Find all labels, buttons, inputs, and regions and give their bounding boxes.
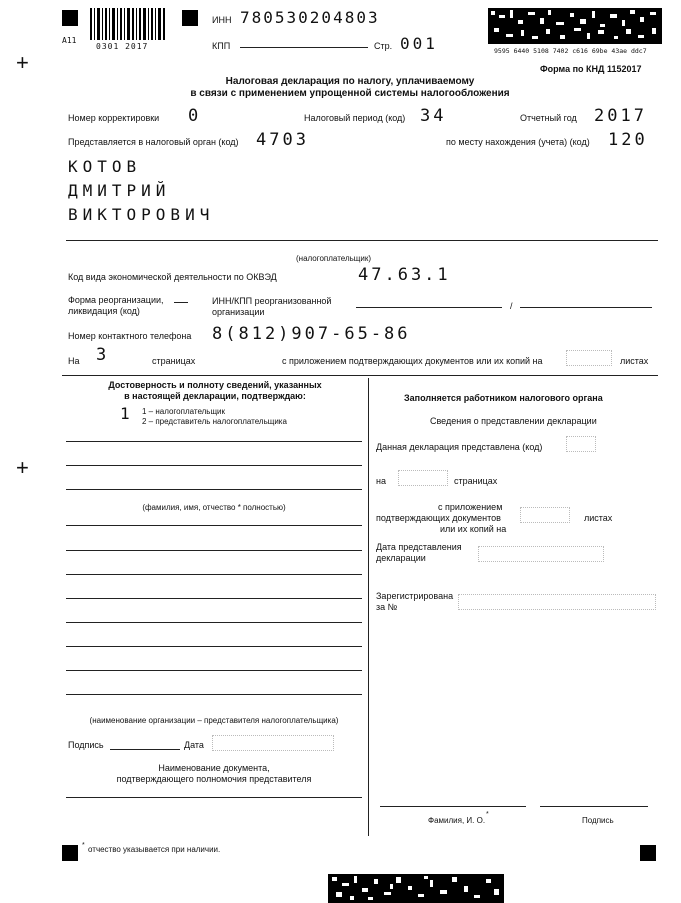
reorg-inn-label-1: ИНН/КПП реорганизованной [212,296,332,306]
period-value[interactable]: 34 [420,106,447,126]
office-pages-cells[interactable] [398,470,448,486]
barcode-left [90,8,166,40]
pages-label: страницах [152,356,196,366]
taxpayer-caption: (налогоплательщик) [296,254,372,263]
year-label: Отчетный год [520,113,577,123]
reorg-label-2: ликвидация (код) [68,306,140,316]
office-title: Заполняется работником налогового органа [404,393,603,403]
submit-date-label-2: декларации [376,553,426,563]
taxpayer-name-line-2[interactable]: ДМИТРИЙ [68,181,171,200]
corner-marker [182,10,198,26]
location-label: по месту нахождения (учета) (код) [446,137,590,147]
org-line-5 [66,622,362,623]
doc-label-1: Наименование документа, [158,763,270,773]
period-label: Налоговый период (код) [304,113,406,123]
title-line-1: Налоговая декларация по налогу, уплачиваемому [225,76,475,87]
reorg-code-line [174,302,188,303]
option-taxpayer: 1 – налогоплательщик [142,407,226,416]
org-line-2 [66,550,362,551]
taxpayer-name-line-1[interactable]: КОТОВ [68,157,142,176]
doc-line [66,797,362,798]
org-line-6 [66,646,362,647]
reorg-inn-label-2: организации [212,307,265,317]
office-sheets-cells[interactable] [520,507,570,523]
office-subtitle: Сведения о представлении декларации [430,416,597,426]
barcode-2d-bottom [328,874,504,903]
knd-form: Форма по КНД 1152017 [540,64,642,74]
reorg-inn-line [356,307,502,308]
presented-cells[interactable] [566,436,596,452]
page-label: Стр. [374,41,393,51]
org-line-4 [66,598,362,599]
office-attach-1: с приложением [438,502,503,512]
registration-cross: + [16,455,29,480]
authority-value[interactable]: 4703 [256,130,309,150]
okved-value[interactable]: 47.63.1 [358,265,451,285]
footer-note: отчество указывается при наличии. [88,845,221,854]
doc-label-2: подтверждающего полномочия представителя [116,774,312,784]
section-divider [62,375,658,376]
title-line-2: в связи с применением упрощенной системы налогообложения [190,88,510,99]
office-fio-star: * [486,811,489,818]
office-on-label: на [376,476,386,486]
registered-label-1: Зарегистрирована [376,591,454,601]
pages-on-label: На [68,356,80,366]
kpp-label: КПП [212,41,231,51]
page-number: 001 [400,34,438,53]
office-sign-line [540,806,648,807]
sign-line [110,749,180,750]
office-attach-3: или их копий на [440,524,507,534]
org-line-3 [66,574,362,575]
confirm-title-1: Достоверность и полноту сведений, указанных [108,380,322,390]
org-line-8 [66,694,362,695]
corner-marker [62,845,78,861]
inn-value[interactable]: 780530204803 [240,8,380,27]
inn-label: ИНН [212,15,232,25]
fio-caption: (фамилия, имя, отчество * полностью) [142,503,286,512]
sheets-label: листах [620,356,649,366]
submit-date-cells[interactable] [478,546,604,562]
office-fio-label: Фамилия, И. О. [428,816,486,825]
fio-line-1 [66,441,362,442]
page-code: A11 [62,36,77,45]
org-line-7 [66,670,362,671]
correction-label: Номер корректировки [68,113,160,123]
barcode-number: 9595 6440 5108 7402 c616 69be 43ae ddc7 [494,47,647,55]
location-value[interactable]: 120 [608,130,648,150]
authority-label: Представляется в налоговый орган (код) [68,137,239,147]
fio-line-2 [66,465,362,466]
phone-value[interactable]: 8(812)907-65-86 [212,324,411,344]
phone-label: Номер контактного телефона [68,331,192,341]
correction-value[interactable]: 0 [188,106,202,126]
office-pages-label: страницах [454,476,498,486]
office-fio-line [380,806,526,807]
year-value[interactable]: 2017 [594,106,647,126]
presented-label: Данная декларация представлена (код) [376,442,543,452]
footer-star: * [82,842,85,849]
reorg-slash: / [510,301,513,311]
taxpayer-name-line-3[interactable]: ВИКТОРОВИЧ [68,205,215,224]
org-line-1 [66,525,362,526]
attach-sheets-cells[interactable] [566,350,612,366]
column-divider [368,378,369,836]
office-sheets-label: листах [584,513,613,523]
pages-value[interactable]: 3 [96,345,110,365]
office-attach-2: подтверждающих документов [376,513,501,523]
office-sign-label: Подпись [582,816,614,825]
option-representative: 2 – представитель налогоплательщика [142,417,287,426]
reorg-kpp-line [520,307,652,308]
sign-label: Подпись [68,740,104,750]
barcode-2d-top [488,8,662,44]
submit-date-label-1: Дата представления [376,542,462,552]
attach-label: с приложением подтверждающих документов или их копий на [282,356,543,366]
registration-cross: + [16,50,29,75]
confirm-title-2: в настоящей декларации, подтверждаю: [124,391,306,401]
kpp-line [240,47,368,48]
form-number: 0301 2017 [96,42,149,51]
taxpayer-line [66,240,658,241]
reorg-label-1: Форма реорганизации, [68,295,164,305]
confirm-code[interactable]: 1 [120,404,130,423]
date-cells[interactable] [212,735,334,751]
fio-line-3 [66,489,362,490]
date-label: Дата [184,740,204,750]
corner-marker [62,10,78,26]
registered-cells[interactable] [458,594,656,610]
org-caption: (наименование организации – представителя налогоплательщика) [89,716,339,725]
okved-label: Код вида экономической деятельности по ОКВЭД [68,272,277,282]
registered-label-2: за № [376,602,398,612]
corner-marker [640,845,656,861]
